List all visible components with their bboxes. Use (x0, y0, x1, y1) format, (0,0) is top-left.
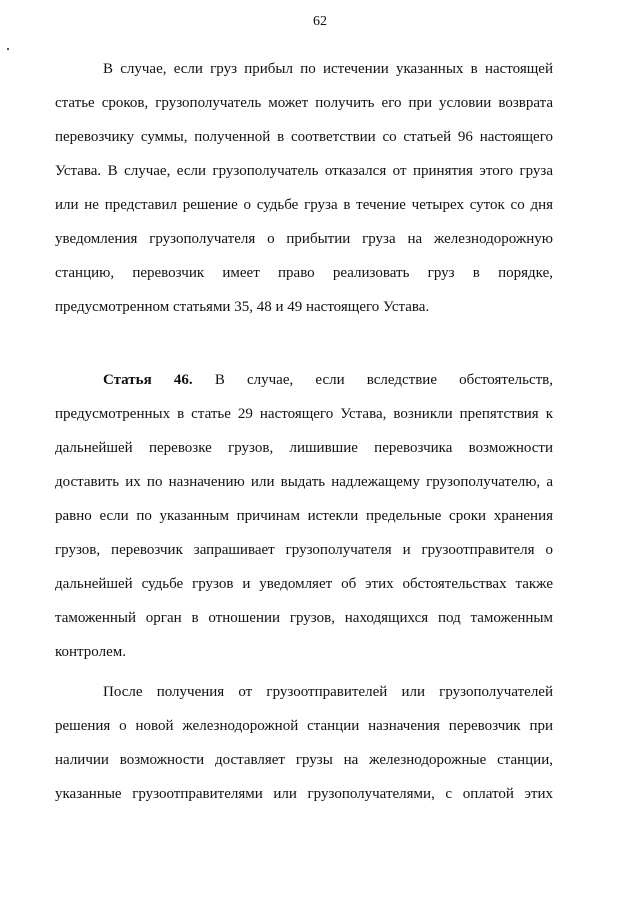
paragraph-1-line: станцию, перевозчик имеет право реализовать груз в порядке, (55, 265, 553, 281)
paragraph-3-line: решения о новой железнодорожной станции назначения перевозчик при (55, 718, 553, 734)
article-46-line: доставить их по назначению или выдать надлежащему грузополучателю, а (55, 474, 553, 490)
paragraph-3-line: наличии возможности доставляет грузы на железнодорожные станции, (55, 752, 553, 768)
scan-speck (7, 48, 9, 50)
paragraph-1-line: перевозчику суммы, полученной в соответствии со статьей 96 настоящего (55, 129, 553, 145)
paragraph-1-line: или не представил решение о судьбе груза в течение четырех суток со дня (55, 197, 553, 213)
paragraph-1-line: Устава. В случае, если грузополучатель отказался от принятия этого груза (55, 163, 553, 179)
paragraph-3 (55, 675, 553, 811)
article-46-first-line (103, 363, 553, 397)
paragraph-1 (55, 52, 553, 324)
article-46-line: равно если по указанным причинам истекли предельные сроки хранения (55, 508, 553, 524)
paragraph-1-line: В случае, если груз прибыл по истечении указанных в настоящей (103, 61, 553, 77)
article-46-line: дальнейшей судьбе грузов и уведомляет об этих обстоятельствах также (55, 576, 553, 592)
paragraph-1-line: предусмотренном статьями 35, 48 и 49 настоящего Устава. (55, 299, 430, 315)
article-46-line: грузов, перевозчик запрашивает грузополучателя и грузоотправителя о (55, 542, 553, 558)
page-number: 62 (313, 14, 327, 29)
article-46-first-line-text: В случае, если вследствие обстоятельств, (214, 372, 554, 388)
article-heading: Статья 46. (103, 372, 193, 388)
paragraph-3-line: После получения от грузоотправителей или грузополучателей (103, 684, 553, 700)
article-46-line: таможенный орган в отношении грузов, находящихся под таможенным (55, 610, 553, 626)
article-46-line: контролем. (55, 644, 126, 660)
paragraph-1-line: статье сроков, грузополучатель может получить его при условии возврата (55, 95, 553, 111)
article-46-line: дальнейшей перевозке грузов, лишившие перевозчика возможности (55, 440, 553, 456)
article-46-line: предусмотренных в статье 29 настоящего Устава, возникли препятствия к (55, 406, 553, 422)
paragraph-3-line: указанные грузоотправителями или грузополучателями, с оплатой этих (55, 786, 553, 802)
article-46 (55, 363, 554, 669)
paragraph-1-line: уведомления грузополучателя о прибытии груза на железнодорожную (55, 231, 553, 247)
